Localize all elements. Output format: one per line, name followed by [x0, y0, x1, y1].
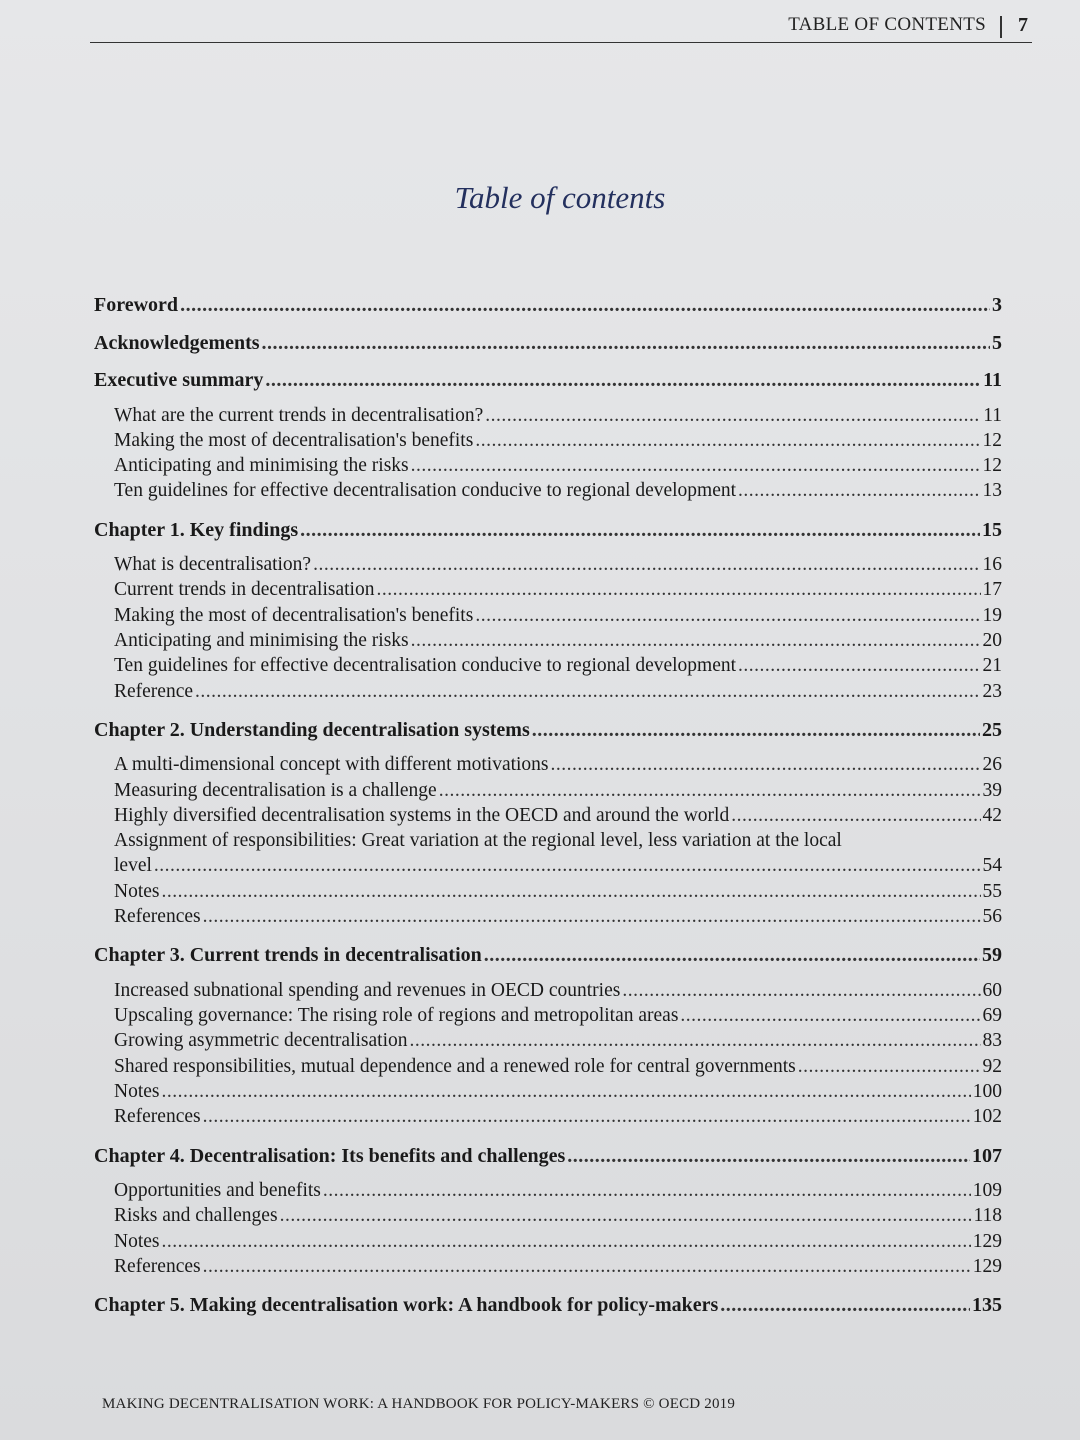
toc-entry-chapter-4[interactable]	[94, 1141, 1006, 1179]
toc-subentry-page: 129	[972, 1255, 1002, 1277]
dot-leader	[265, 365, 981, 395]
toc-subentry-page: 102	[972, 1106, 1002, 1128]
toc-subentry-label: A multi-dimensional concept with different motivations	[114, 754, 549, 776]
toc-entry-page: 25	[982, 718, 1002, 741]
toc-entry-chapter-1[interactable]	[94, 515, 1006, 553]
toc-subentry[interactable]	[94, 628, 1006, 653]
toc-entry-label: Chapter 3. Current trends in decentralisation	[94, 944, 482, 967]
toc-entry-foreword[interactable]	[94, 290, 1006, 328]
dot-leader	[484, 940, 980, 970]
toc-subentry[interactable]	[94, 552, 1006, 577]
toc-entry-label: Chapter 1. Key findings	[94, 518, 299, 541]
toc-subentry-wrapped[interactable]	[94, 828, 1006, 878]
toc-subentry-page: 100	[972, 1080, 1002, 1102]
toc-subentry-page: 16	[982, 554, 1002, 576]
toc-subentry[interactable]	[94, 453, 1006, 478]
toc-subentry[interactable]	[94, 1003, 1006, 1028]
toc-subentry-page: 39	[982, 779, 1002, 801]
toc-subentry-label: Anticipating and minimising the risks	[114, 455, 409, 477]
toc-entry-page: 11	[983, 369, 1002, 391]
dot-leader	[411, 453, 981, 478]
toc-subentry-page: 69	[982, 1005, 1002, 1027]
toc-subentry-label: Anticipating and minimising the risks	[114, 630, 409, 652]
dot-leader	[162, 1229, 971, 1254]
toc-entry-page: 59	[982, 944, 1002, 967]
toc-subentry[interactable]	[94, 1104, 1006, 1129]
page-footer: MAKING DECENTRALISATION WORK: A HANDBOOK FOR POLICY-MAKERS © OECD 2019	[102, 1396, 736, 1412]
toc-subentry-label: Upscaling governance: The rising role of regions and metropolitan areas	[114, 1005, 679, 1027]
dot-leader	[180, 290, 990, 320]
toc-subentry-page: 13	[982, 480, 1002, 502]
toc-subentry-label: References	[114, 905, 201, 927]
dot-leader	[439, 778, 981, 803]
toc-subentry-label: What is decentralisation?	[114, 554, 312, 576]
toc-subentry-page: 17	[982, 579, 1002, 601]
toc-subentry[interactable]	[94, 752, 1006, 777]
toc-subentry-page: 19	[982, 604, 1002, 626]
toc-subentry-label: Opportunities and benefits	[114, 1180, 321, 1202]
toc-subentry-label: Risks and challenges	[114, 1205, 278, 1227]
header-divider	[1000, 16, 1002, 38]
toc-entry-label: Foreword	[94, 294, 179, 316]
toc-subentry-page: 92	[982, 1055, 1002, 1077]
toc-subentry-page: 20	[982, 630, 1002, 652]
toc-subentry-page: 83	[982, 1030, 1002, 1052]
toc-subentry-page: 21	[982, 655, 1002, 677]
toc-subentry-page: 42	[982, 805, 1002, 827]
dot-leader	[567, 1141, 970, 1171]
dot-leader	[738, 653, 980, 678]
dot-leader	[376, 577, 980, 602]
toc-subentry[interactable]	[94, 904, 1006, 929]
toc-subentry-page: 12	[982, 429, 1002, 451]
dot-leader	[280, 1203, 972, 1228]
toc-subentry[interactable]	[94, 603, 1006, 628]
running-header	[90, 12, 1032, 43]
toc-subentry-label: Notes	[114, 1230, 160, 1252]
toc-entry-chapter-3[interactable]	[94, 940, 1006, 978]
toc-subentry-page: 55	[982, 880, 1002, 902]
toc-entry-page: 107	[972, 1144, 1002, 1167]
toc-entry-label: Chapter 5. Making decentralisation work: A handbook for policy-makers	[94, 1294, 719, 1317]
toc-subentry[interactable]	[94, 778, 1006, 803]
toc-entry-label: Acknowledgements	[94, 331, 260, 354]
toc-subentry[interactable]	[94, 403, 1006, 428]
toc-subentry-page: 26	[982, 754, 1002, 776]
dot-leader	[532, 715, 980, 745]
dot-leader	[195, 679, 980, 704]
dot-leader	[300, 515, 980, 545]
toc-subentry[interactable]	[94, 879, 1006, 904]
dot-leader	[798, 1054, 981, 1079]
dot-leader	[485, 403, 981, 428]
toc-subentry-page: 118	[973, 1205, 1002, 1227]
dot-leader	[323, 1178, 971, 1203]
dot-leader	[720, 1290, 970, 1320]
toc-entry-label: Executive summary	[94, 369, 264, 391]
toc-subentry[interactable]	[94, 1254, 1006, 1279]
dot-leader	[622, 978, 980, 1003]
toc-entry-chapter-2[interactable]	[94, 715, 1006, 753]
toc-subentry[interactable]	[94, 478, 1006, 503]
dot-leader	[680, 1003, 980, 1028]
toc-subentry-label: Reference	[114, 680, 194, 702]
toc-subentry-label: Growing asymmetric decentralisation	[114, 1030, 408, 1052]
toc-subentry[interactable]	[94, 428, 1006, 453]
toc-subentry-label: Measuring decentralisation is a challenge	[114, 779, 437, 801]
toc-subentry-page: 54	[982, 855, 1002, 877]
dot-leader	[203, 1104, 971, 1129]
dot-leader	[203, 904, 981, 929]
toc-subentry-page: 109	[972, 1180, 1002, 1202]
toc-subentry-label: Increased subnational spending and revenues in OECD countries	[114, 979, 621, 1001]
table-of-contents	[94, 290, 1006, 1328]
page-title: Table of contents	[454, 180, 666, 215]
toc-subentry-page: 56	[982, 905, 1002, 927]
dot-leader	[154, 853, 981, 878]
toc-subentry-label-line2: level	[114, 855, 152, 877]
toc-subentry-page: 23	[982, 680, 1002, 702]
toc-entry-page: 5	[992, 331, 1002, 354]
dot-leader	[731, 803, 980, 828]
toc-subentry-page: 12	[982, 455, 1002, 477]
toc-entry-acknowledgements[interactable]	[94, 328, 1006, 366]
toc-subentry-label: Notes	[114, 880, 160, 902]
toc-subentry[interactable]	[94, 1054, 1006, 1079]
dot-leader	[738, 478, 980, 503]
toc-subentry[interactable]	[94, 1178, 1006, 1203]
toc-subentry-page: 60	[982, 979, 1002, 1001]
dot-leader	[475, 603, 980, 628]
dot-leader	[262, 328, 990, 358]
toc-entry-page: 3	[992, 294, 1002, 316]
toc-subentry[interactable]	[94, 577, 1006, 602]
toc-subentry-label: Making the most of decentralisation's benefits	[114, 604, 474, 626]
toc-subentry-label-line1: Assignment of responsibilities: Great variation at the regional level, less variation at the local	[114, 830, 842, 852]
dot-leader	[410, 1028, 981, 1053]
toc-subentry-label: Notes	[114, 1080, 160, 1102]
toc-subentry-label: Current trends in decentralisation	[114, 579, 375, 601]
toc-subentry[interactable]	[94, 679, 1006, 704]
dot-leader	[162, 879, 981, 904]
toc-subentry[interactable]	[94, 1229, 1006, 1254]
toc-subentry-label: Shared responsibilities, mutual dependence and a renewed role for central governments	[114, 1055, 796, 1077]
toc-entry-chapter-5[interactable]	[94, 1290, 1006, 1328]
toc-subentry-label: What are the current trends in decentralisation?	[114, 404, 484, 426]
toc-subentry-page: 11	[983, 404, 1002, 426]
toc-subentry-label: Highly diversified decentralisation systems in the OECD and around the world	[114, 805, 730, 827]
toc-subentry[interactable]	[94, 1028, 1006, 1053]
toc-subentry-label: Ten guidelines for effective decentralisation conducive to regional development	[114, 480, 737, 502]
toc-entry-label: Chapter 4. Decentralisation: Its benefits and challenges	[94, 1144, 566, 1167]
toc-subentry-label: References	[114, 1255, 201, 1277]
toc-subentry-label: Ten guidelines for effective decentralisation conducive to regional development	[114, 655, 737, 677]
toc-entry-page: 135	[972, 1294, 1002, 1317]
toc-subentry[interactable]	[94, 653, 1006, 678]
dot-leader	[203, 1254, 971, 1279]
toc-subentry-label: References	[114, 1106, 201, 1128]
toc-entry-executive-summary[interactable]	[94, 365, 1006, 403]
toc-subentry[interactable]	[94, 1079, 1006, 1104]
toc-subentry[interactable]	[94, 978, 1006, 1003]
toc-subentry[interactable]	[94, 1203, 1006, 1228]
header-section-title: TABLE OF CONTENTS	[788, 14, 986, 35]
toc-subentry-page: 129	[972, 1230, 1002, 1252]
toc-subentry[interactable]	[94, 803, 1006, 828]
dot-leader	[313, 552, 980, 577]
toc-subentry-label: Making the most of decentralisation's benefits	[114, 429, 474, 451]
dot-leader	[551, 752, 981, 777]
dot-leader	[475, 428, 980, 453]
toc-entry-page: 15	[982, 518, 1002, 541]
dot-leader	[162, 1079, 971, 1104]
header-page-number: 7	[1018, 14, 1028, 36]
dot-leader	[411, 628, 981, 653]
toc-entry-label: Chapter 2. Understanding decentralisation systems	[94, 718, 530, 741]
